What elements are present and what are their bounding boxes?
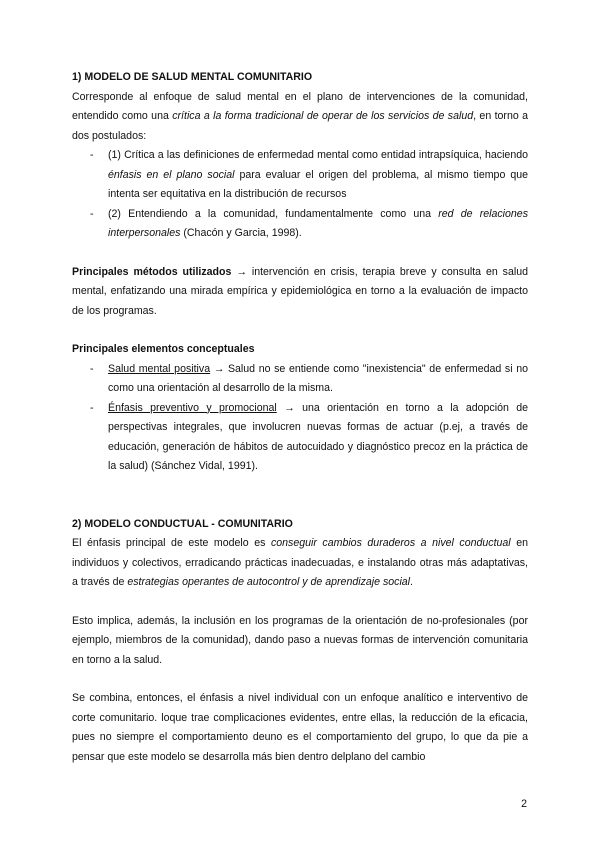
methods-label: Principales métodos utilizados <box>72 265 232 278</box>
methods-text: → intervención en crisis, terapia breve y consulta en salud mental, enfatizando una mirada empírica y epidemiológica en torno a la evaluación de impacto de los programas. <box>72 265 528 317</box>
section2-paragraph-3: Se combina, entonces, el énfasis a nivel individual con un enfoque analítico e interventivo de corte comunitario. loque trae complicaciones evidentes, entre ellas, la reducción de la eficacia, pues no siempre el comportamiento deuno es el comportamiento del grupo, lo que da pie a pensar que este modelo se desarrolla más bien dentro delplano del cambio <box>72 692 528 763</box>
section2-paragraph-1: El énfasis principal de este modelo es conseguir cambios duraderos a nivel conductual en individuos y colectivos, erradicando prácticas inadecuadas, e instalando otras más adaptativas, a través de estrategias operantes de autocontrol y de aprendizaje social. <box>72 537 528 588</box>
elements-list <box>72 360 528 477</box>
page-number: 2 <box>521 798 527 810</box>
list-item: - Énfasis preventivo y promocional → una orientación en torno a la adopción de perspectivas integrales, que involucren nuevas formas de actuar (p.ej, a través de educación, generación de hábitos de autocuidado y diagnóstico precoz en la práctica de la salud) (Sánchez Vidal, 1991). <box>90 401 529 472</box>
methods-paragraph <box>72 263 528 322</box>
section2-heading: 2) MODELO CONDUCTUAL - COMUNITARIO <box>72 517 293 530</box>
list-item: - (1) Crítica a las definiciones de enfermedad mental como entidad intrapsíquica, haciendo énfasis en el plano social para evaluar el origen del problema, al mismo tiempo que intenta ser equitativa en la distribución de recursos <box>90 149 528 200</box>
postulates-list <box>72 146 528 244</box>
intro-text-a: Corresponde al enfoque de salud mental en el plano de intervenciones de la comunidad, entendido como una <box>72 90 528 122</box>
elements-heading: Principales elementos conceptuales <box>72 343 255 355</box>
section1-heading: 1) MODELO DE SALUD MENTAL COMUNITARIO <box>72 71 313 83</box>
list-item: - (2) Entendiendo a la comunidad, fundamentalmente como una red de relaciones interpersonales (Chacón y Garcia, 1998). <box>90 207 528 239</box>
intro-emphasis: crítica a la forma tradicional de operar de los servicios de salud <box>172 110 474 122</box>
section1-intro <box>72 88 528 147</box>
document-page <box>72 68 528 767</box>
intro-text-b: , en torno a dos postulados: <box>72 110 528 142</box>
section2-paragraph-2: Esto implica, además, la inclusión en los programas de la orientación de no-profesionales (por ejemplo, miembros de la comunidad), dando paso a nuevas formas de intervención comunitaria en torno a la salud. <box>72 614 528 666</box>
list-item: - Salud mental positiva → Salud no se entiende como "inexistencia" de enfermedad si no como una orientación al desarrollo de la misma. <box>90 362 528 394</box>
